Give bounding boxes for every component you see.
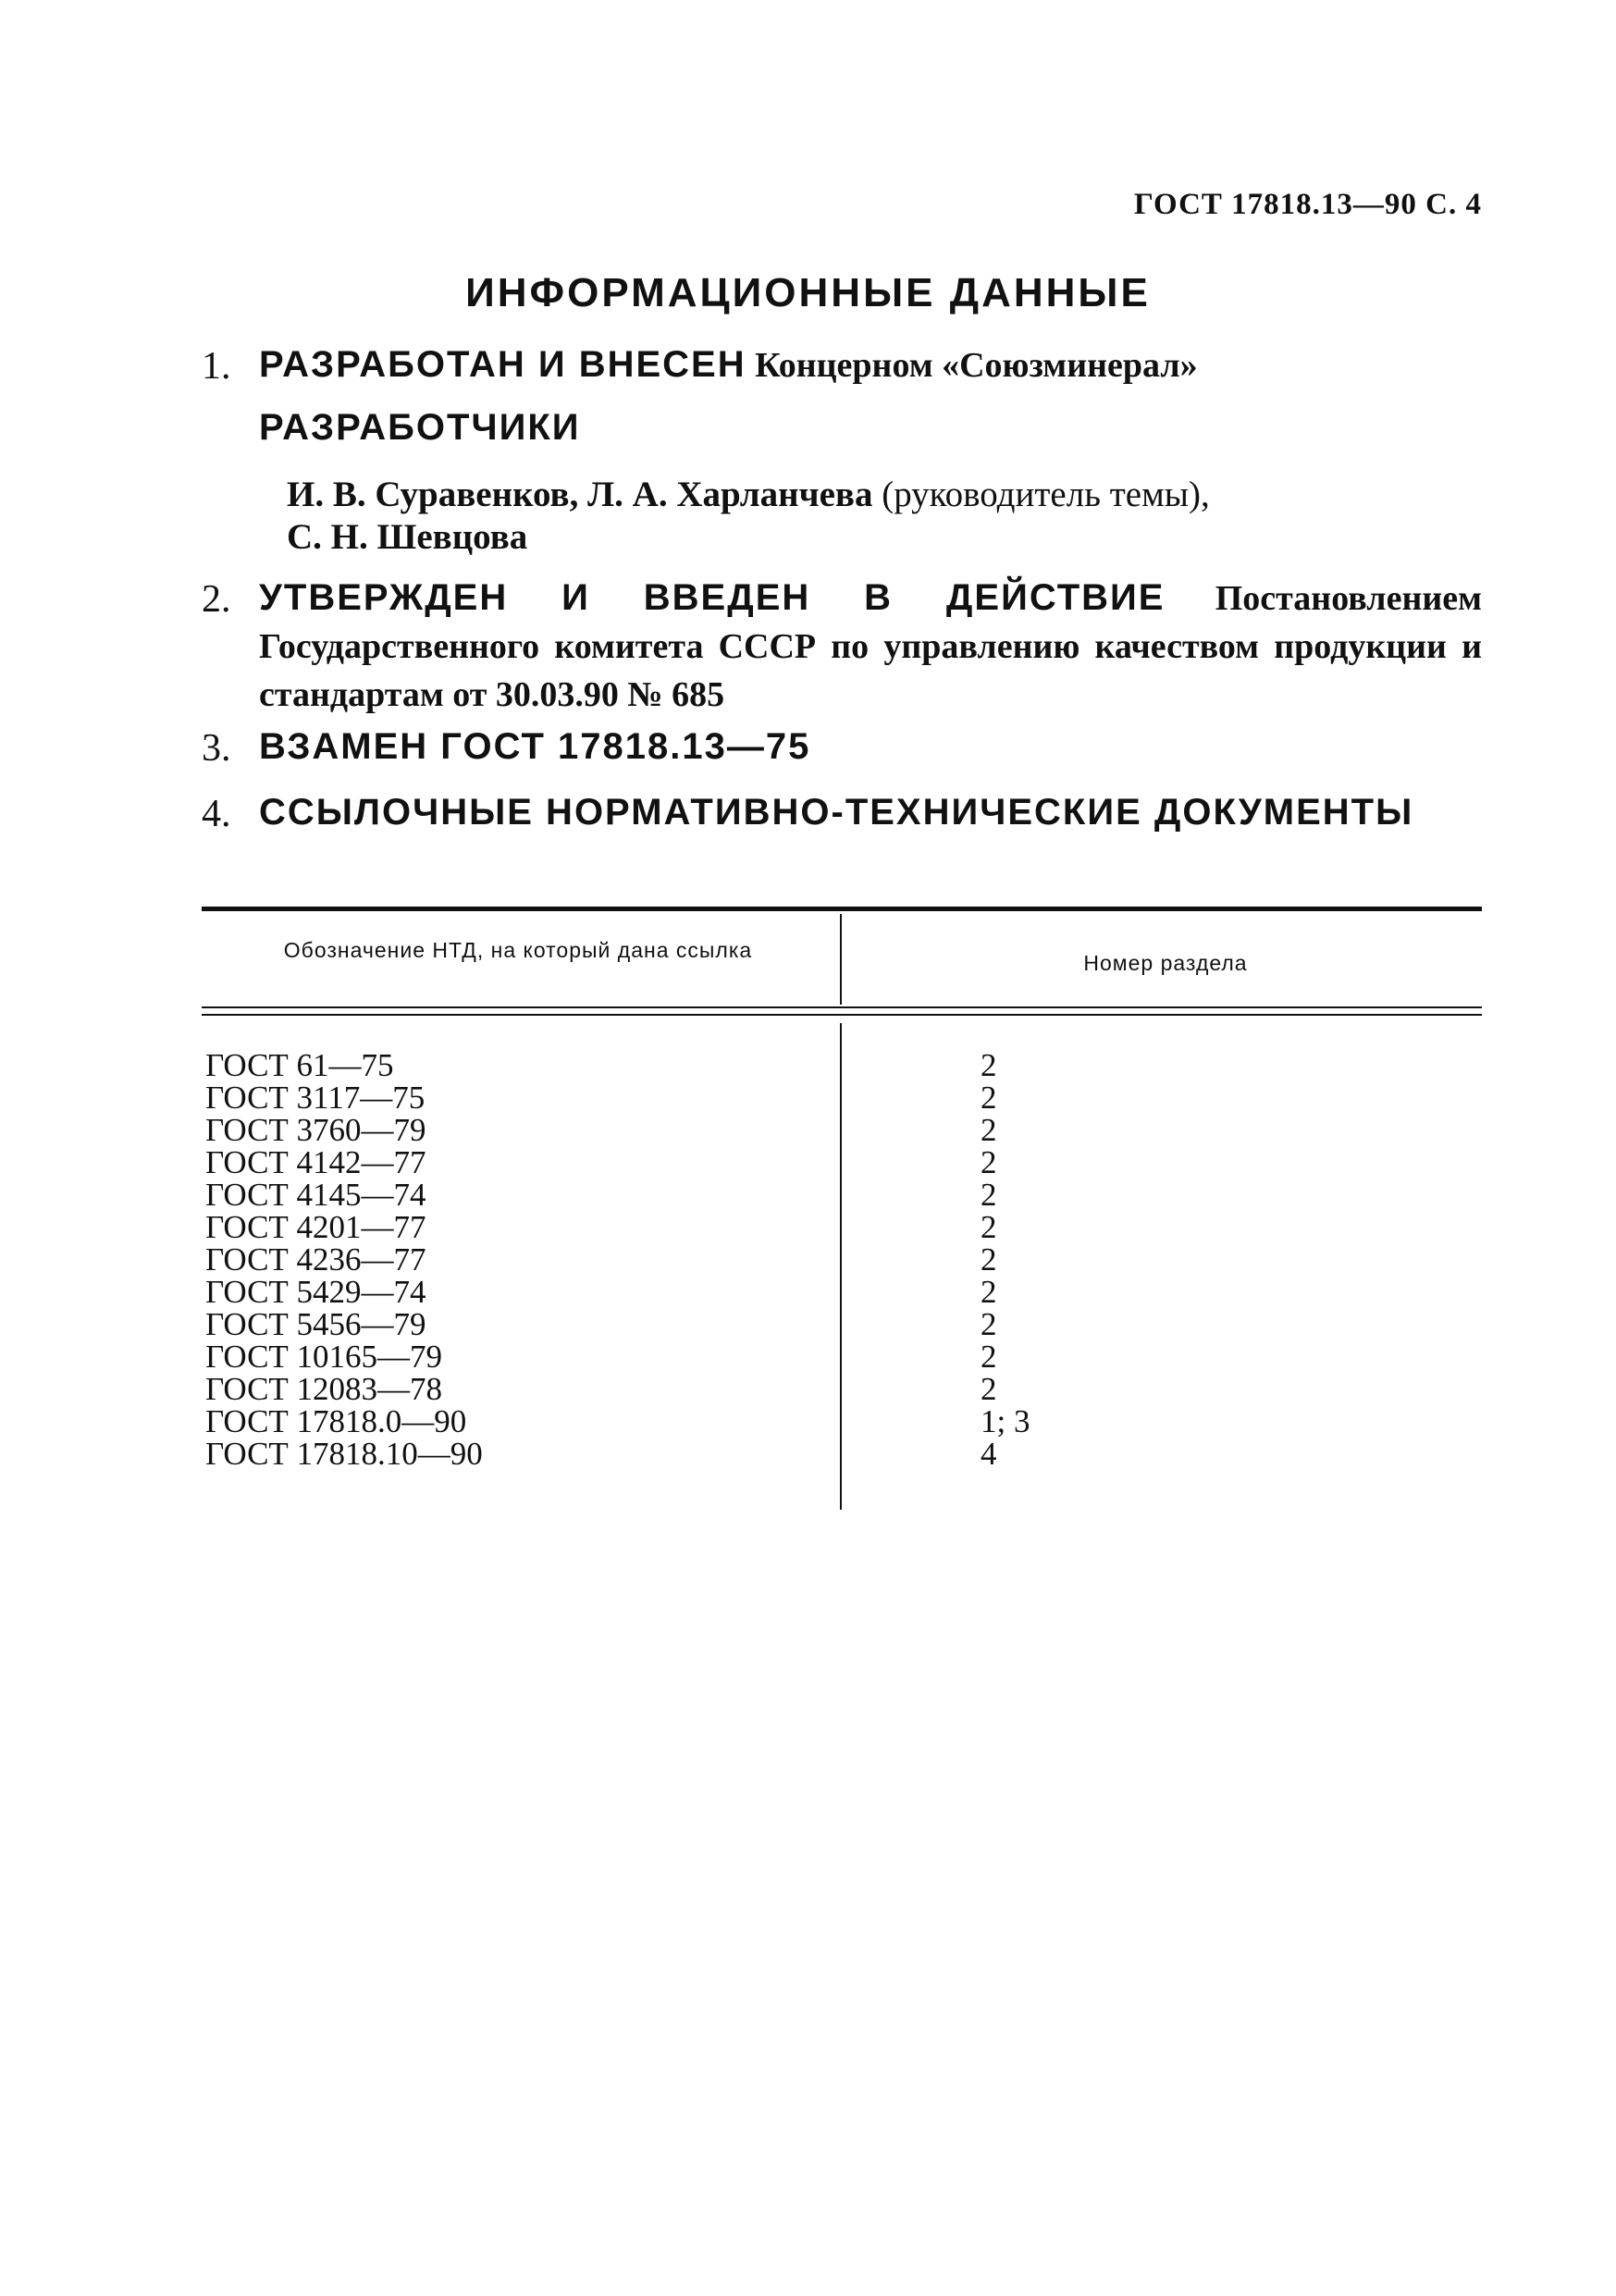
item-caps-label: ВЗАМЕН ГОСТ 17818.13—75 (259, 726, 811, 767)
table-header-section: Номер раздела (1083, 951, 1248, 975)
table-row-section: 2 (981, 1144, 997, 1180)
table-row-section: 2 (981, 1209, 997, 1245)
info-item-3 (202, 726, 1482, 768)
table-row-doc: ГОСТ 17818.0—90 (205, 1403, 467, 1439)
table-row-section: 2 (981, 1339, 997, 1375)
table-row-section: 2 (981, 1112, 997, 1148)
table-row-doc: ГОСТ 61—75 (205, 1047, 394, 1083)
table-row-doc: ГОСТ 3117—75 (205, 1080, 426, 1116)
table-row-section: 1; 3 (981, 1403, 1030, 1439)
item-number: 3. (202, 727, 231, 770)
table-row-section: 2 (981, 1274, 997, 1310)
table-row-doc: ГОСТ 17818.10—90 (205, 1436, 483, 1472)
table-doc-column (205, 1049, 483, 1470)
table-row-section: 2 (981, 1047, 997, 1083)
table-row-doc: ГОСТ 5456—79 (205, 1306, 426, 1342)
table-section-column (981, 1049, 1030, 1470)
item-caps-label: УТВЕРЖДЕН И ВВЕДЕН В ДЕЙСТВИЕ (259, 577, 1166, 618)
table-row-section: 2 (981, 1371, 997, 1407)
item-text: Концерном «Союзминерал» (746, 346, 1198, 385)
item-number: 2. (202, 578, 231, 621)
table-row-doc: ГОСТ 3760—79 (205, 1112, 426, 1148)
table-row-doc: ГОСТ 4236—77 (205, 1241, 426, 1278)
document-title: ИНФОРМАЦИОННЫЕ ДАННЫЕ (465, 270, 1151, 315)
table-row-doc: ГОСТ 4201—77 (205, 1209, 426, 1245)
page-header-code: ГОСТ 17818.13—90 С. 4 (1133, 188, 1482, 221)
table-row-section: 2 (981, 1080, 997, 1116)
info-item-2 (202, 577, 1482, 722)
developer-role: (руководитель темы), (872, 475, 1210, 514)
item-number: 4. (202, 793, 231, 835)
item-text: Постановлением Государственного комитета СССР по управлению качеством продукции и стандартам от 30.03.90 № 685 (259, 579, 1482, 714)
info-item-1 (202, 344, 1482, 386)
table-row-doc: ГОСТ 4142—77 (205, 1144, 426, 1180)
item-caps-label: ССЫЛОЧНЫЕ НОРМАТИВНО-ТЕХНИЧЕСКИЕ ДОКУМЕНТЫ (259, 792, 1414, 833)
table-column-divider (840, 914, 842, 1005)
table-row-doc: ГОСТ 5429—74 (205, 1274, 426, 1310)
table-row-doc: ГОСТ 10165—79 (205, 1339, 443, 1375)
table-row-section: 4 (981, 1436, 997, 1472)
developer-names-2: С. Н. Шевцова (287, 517, 528, 557)
table-column-divider (840, 1023, 842, 1510)
table-row-section: 2 (981, 1241, 997, 1278)
table-header-rule (202, 1014, 1482, 1016)
table-row-section: 2 (981, 1306, 997, 1342)
item-number: 1. (202, 345, 231, 388)
table-header-doc: Обозначение НТД, на который дана ссылка (283, 938, 753, 962)
developers-list (287, 474, 1482, 559)
developers-heading: РАЗРАБОТЧИКИ (259, 407, 581, 448)
info-item-4 (202, 792, 1482, 841)
item-caps-label: РАЗРАБОТАН И ВНЕСЕН (259, 344, 746, 385)
table-header-rule (202, 1006, 1482, 1008)
table-top-rule (202, 907, 1482, 911)
developer-names-1: И. В. Суравенков, Л. А. Харланчева (287, 475, 873, 514)
developers-heading-block (202, 407, 1482, 449)
table-row-section: 2 (981, 1177, 997, 1213)
table-row-doc: ГОСТ 4145—74 (205, 1177, 426, 1213)
table-row-doc: ГОСТ 12083—78 (205, 1371, 443, 1407)
